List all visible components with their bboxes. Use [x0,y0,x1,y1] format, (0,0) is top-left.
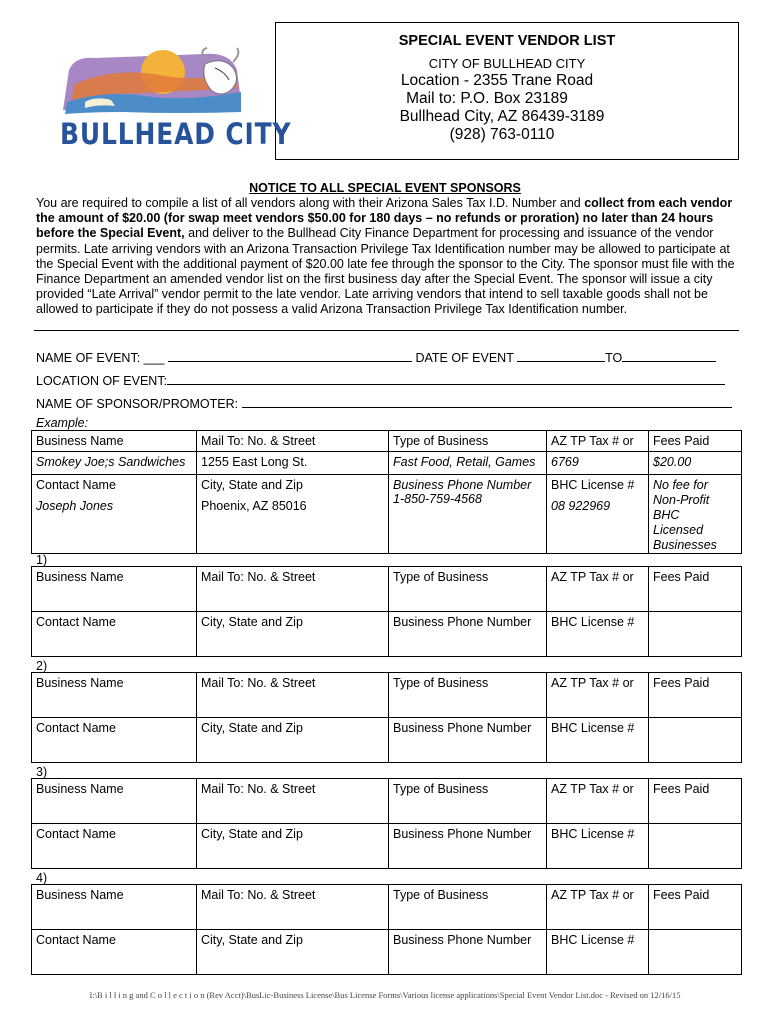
example-contact-name: Joseph Jones [36,499,114,513]
example-bhc-license: 08 922969 [551,499,611,513]
bhc-license-field[interactable]: BHC License # [547,824,649,869]
col-mail-to: Mail To: No. & Street [197,431,389,452]
event-name-blank[interactable] [168,349,412,362]
empty-cell[interactable] [649,718,742,763]
az-tp-tax-field[interactable]: AZ TP Tax # or [547,885,649,930]
city-name: CITY OF BULLHEAD CITY [428,56,586,71]
business-name-field[interactable]: Business Name [32,779,197,824]
event-date-label: DATE OF EVENT [411,351,518,365]
empty-cell[interactable] [649,824,742,869]
fees-paid-field[interactable]: Fees Paid [649,673,742,718]
city-state-zip-field[interactable]: City, State and Zip [197,718,389,763]
business-phone-field[interactable]: Business Phone Number [389,930,547,975]
bhc-license-field[interactable]: BHC License # [547,718,649,763]
event-location-label: LOCATION OF EVENT: [36,374,168,388]
fee-note-line: No fee for [653,478,708,492]
example-az-tp-tax: 6769 [547,452,649,475]
empty-cell[interactable] [649,930,742,975]
col-contact-name: Contact Name [36,478,116,492]
col-business-name: Business Name [32,431,197,452]
entry-number-4: 4) [36,871,48,885]
fee-note-line: BHC [653,508,680,522]
mail-to-field[interactable]: Mail To: No. & Street [197,567,389,612]
entry-number-3: 3) [36,765,48,779]
notice-text-2: and deliver to the Bullhead City Finance Department for processing and issuance of the vendor permits. Late arriving vendors with an Arizona Transaction Privilege Tax Identification number may be allowed to participate at the Special Event with the additional payment of $20.00 late fee through the sponsor to the City. The sponsor must file with the Finance Department an amended vendor list on the first business day after the Special Event. The sponsor will issue a city provided “Late Arrival” vendor permit to the late vendor. Late arriving vendors that intend to sell taxable goods shall not be allowed to participate if they do not possess a valid Arizona Transaction Privilege Tax Identification number. [36,226,735,317]
fees-paid-field[interactable]: Fees Paid [649,885,742,930]
fees-paid-field[interactable]: Fees Paid [649,779,742,824]
example-label: Example: [36,416,89,430]
example-phone-cell [389,475,547,554]
city-state-zip-field[interactable]: City, State and Zip [197,930,389,975]
type-of-business-field[interactable]: Type of Business [389,885,547,930]
to-label: TO [605,351,623,365]
az-tp-tax-field[interactable]: AZ TP Tax # or [547,567,649,612]
form-title: SPECIAL EVENT VENDOR LIST [398,33,616,49]
divider [34,330,739,331]
example-table [31,430,742,554]
example-phone: 1-850-759-4568 [393,492,482,506]
location-address: Location - 2355 Trane Road [400,72,594,89]
entry-number-2: 2) [36,659,48,673]
col-city-state-zip: City, State and Zip [201,478,303,492]
business-name-field[interactable]: Business Name [32,885,197,930]
contact-name-field[interactable]: Contact Name [32,612,197,657]
business-phone-field[interactable]: Business Phone Number [389,824,547,869]
event-location-blank[interactable] [167,372,725,385]
mail-to-field[interactable]: Mail To: No. & Street [197,673,389,718]
notice-bold-text: collect from each vendor the amount of $20.00 (for swap meet vendors $50.00 for 180 days – no refunds or proration) no later than 24 hours before the Special Event, [36,196,733,241]
bhc-license-field[interactable]: BHC License # [547,612,649,657]
example-type-of-business: Fast Food, Retail, Games [389,452,547,475]
notice-heading: NOTICE TO ALL SPECIAL EVENT SPONSORS [249,181,521,195]
type-of-business-field[interactable]: Type of Business [389,567,547,612]
contact-name-field[interactable]: Contact Name [32,824,197,869]
business-name-field[interactable]: Business Name [32,673,197,718]
sponsor-row [36,395,732,411]
file-path-footer: I:\B i l l i n g and C o l l e c t i o n (Rev Acct)\BusLic-Business License\Bus License Forms\Various license applications\Special Event Vendor List.doc - Revised on 12/16/15 [89,990,681,1000]
city-state-zip: Bullhead City, AZ 86439-3189 [399,108,605,125]
sponsor-blank[interactable] [242,395,732,408]
example-fees-paid: $20.00 [649,452,742,475]
fee-note-line: Non-Profit [653,493,710,507]
fee-note-line: Licensed [653,523,704,537]
vendor-entry-1 [31,566,742,657]
col-az-tp-tax: AZ TP Tax # or [547,431,649,452]
fee-note-line: Businesses [653,538,717,552]
example-city-state-zip: Phoenix, AZ 85016 [201,499,307,513]
az-tp-tax-field[interactable]: AZ TP Tax # or [547,779,649,824]
business-phone-field[interactable]: Business Phone Number [389,718,547,763]
mailing-address: Mail to: P.O. Box 23189 [406,90,568,107]
example-phone-label: Business Phone Number [393,478,532,492]
event-location-row [36,372,725,388]
type-of-business-field[interactable]: Type of Business [389,673,547,718]
entry-number-1: 1) [36,553,48,567]
notice-text-1: You are required to compile a list of all vendors along with their Arizona Sales Tax I.D. Number and [36,196,585,210]
vendor-entry-3 [31,778,742,869]
sponsor-label: NAME OF SPONSOR/PROMOTER: [36,397,242,411]
example-contact-cell [32,475,197,554]
logo-wordmark: BULLHEAD CITY [60,117,292,151]
vendor-entry-2 [31,672,742,763]
az-tp-tax-field[interactable]: AZ TP Tax # or [547,673,649,718]
example-business-name: Smokey Joe;s Sandwiches [32,452,197,475]
city-state-zip-field[interactable]: City, State and Zip [197,612,389,657]
example-fee-note-cell [649,475,742,554]
contact-name-field[interactable]: Contact Name [32,930,197,975]
empty-cell[interactable] [649,612,742,657]
col-fees-paid: Fees Paid [649,431,742,452]
fees-paid-field[interactable]: Fees Paid [649,567,742,612]
mail-to-field[interactable]: Mail To: No. & Street [197,885,389,930]
event-end-date-blank[interactable] [622,349,716,362]
example-city-cell [197,475,389,554]
city-state-zip-field[interactable]: City, State and Zip [197,824,389,869]
type-of-business-field[interactable]: Type of Business [389,779,547,824]
business-name-field[interactable]: Business Name [32,567,197,612]
phone-number: (928) 763-0110 [449,126,555,143]
header-box [275,22,739,160]
notice-body [36,196,738,318]
vendor-entry-4 [31,884,742,975]
event-name-row [36,349,716,365]
col-bhc-license: BHC License # [551,478,635,492]
event-start-date-blank[interactable] [517,349,605,362]
event-name-label: NAME OF EVENT: ___ [36,351,168,365]
example-license-cell [547,475,649,554]
bhc-license-field[interactable]: BHC License # [547,930,649,975]
mail-to-field[interactable]: Mail To: No. & Street [197,779,389,824]
business-phone-field[interactable]: Business Phone Number [389,612,547,657]
contact-name-field[interactable]: Contact Name [32,718,197,763]
example-street: 1255 East Long St. [197,452,389,475]
col-type-of-business: Type of Business [389,431,547,452]
